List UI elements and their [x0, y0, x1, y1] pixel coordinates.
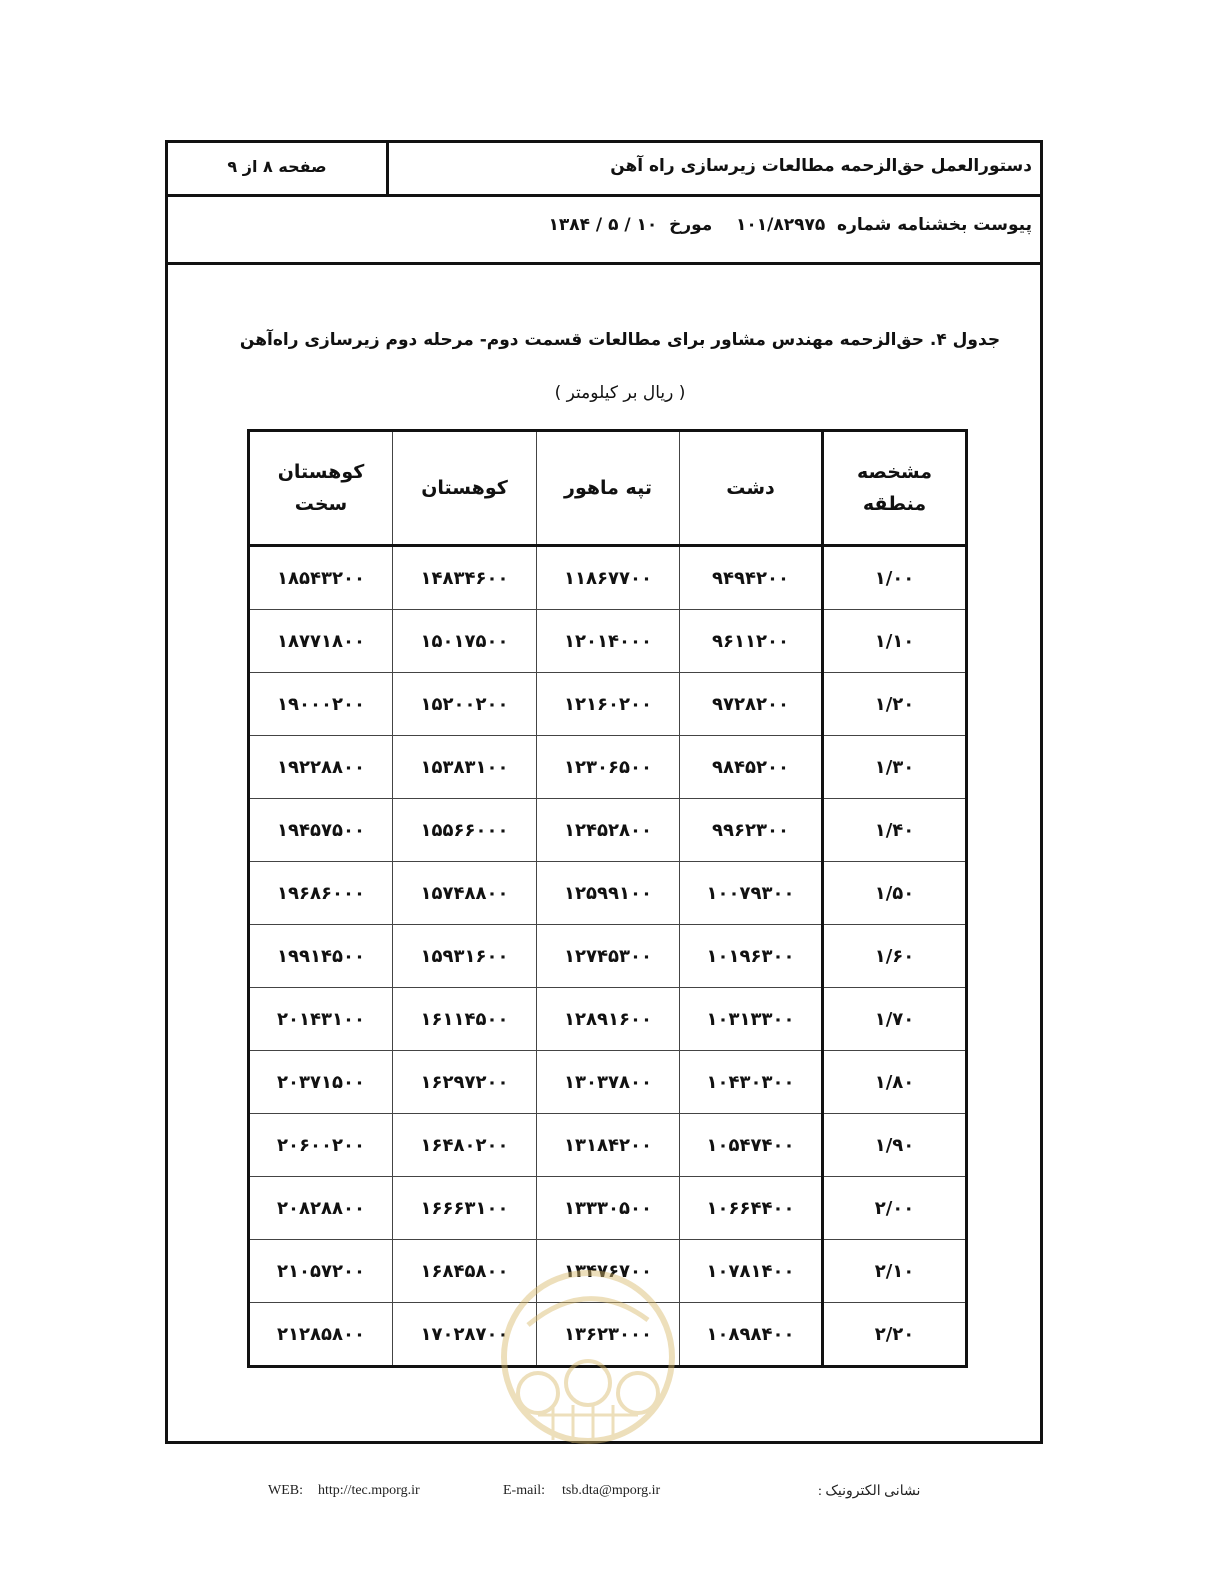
fee-cell: ۱۹۴۵۷۵۰۰ — [249, 799, 393, 862]
table-header-row — [249, 431, 967, 546]
fee-cell: ۱۳۱۸۴۲۰۰ — [537, 1114, 680, 1177]
fee-cell: ۲۰۱۴۳۱۰۰ — [249, 988, 393, 1051]
table-row — [249, 1051, 967, 1114]
fee-cell: ۱۳۴۷۶۷۰۰ — [537, 1240, 680, 1303]
fee-cell: ۱۳۶۲۳۰۰۰ — [537, 1303, 680, 1367]
fee-cell: ۱۴۸۳۴۶۰۰ — [393, 546, 537, 610]
fee-cell: ۱۶۴۸۰۲۰۰ — [393, 1114, 537, 1177]
header-row — [168, 143, 1040, 197]
fee-cell: ۱۹۶۸۶۰۰۰ — [249, 862, 393, 925]
region-coefficient-cell: ۱/۴۰ — [823, 799, 967, 862]
region-coefficient-cell: ۱/۱۰ — [823, 610, 967, 673]
fee-cell: ۱۲۷۴۵۳۰۰ — [537, 925, 680, 988]
fee-cell: ۱۰۱۹۶۳۰۰ — [680, 925, 823, 988]
fee-cell: ۱۲۴۵۲۸۰۰ — [537, 799, 680, 862]
region-coefficient-cell: ۱/۷۰ — [823, 988, 967, 1051]
footer-web-url[interactable]: http://tec.mporg.ir — [318, 1483, 420, 1498]
table-row — [249, 673, 967, 736]
header-divider — [386, 143, 389, 194]
fee-cell: ۱۲۳۰۶۵۰۰ — [537, 736, 680, 799]
fee-cell: ۲۱۲۸۵۸۰۰ — [249, 1303, 393, 1367]
fee-cell: ۱۰۳۱۳۳۰۰ — [680, 988, 823, 1051]
region-coefficient-cell: ۱/۶۰ — [823, 925, 967, 988]
fee-cell: ۱۲۱۶۰۲۰۰ — [537, 673, 680, 736]
fee-cell: ۱۳۳۳۰۵۰۰ — [537, 1177, 680, 1240]
footer-email-label: E-mail: — [503, 1483, 545, 1498]
header-mountainous: کوهستان — [393, 431, 537, 546]
region-coefficient-cell: ۱/۳۰ — [823, 736, 967, 799]
fee-cell: ۱۹۲۲۸۸۰۰ — [249, 736, 393, 799]
fee-cell: ۱۲۵۹۹۱۰۰ — [537, 862, 680, 925]
fee-cell: ۹۸۴۵۲۰۰ — [680, 736, 823, 799]
region-coefficient-cell: ۱/۸۰ — [823, 1051, 967, 1114]
table-row — [249, 862, 967, 925]
fee-cell: ۱۲۸۹۱۶۰۰ — [537, 988, 680, 1051]
table-row — [249, 546, 967, 610]
fee-cell: ۱۶۱۱۴۵۰۰ — [393, 988, 537, 1051]
table-row — [249, 1240, 967, 1303]
fee-cell: ۹۹۶۲۳۰۰ — [680, 799, 823, 862]
table-row — [249, 988, 967, 1051]
fee-cell: ۹۶۱۱۲۰۰ — [680, 610, 823, 673]
table-row — [249, 736, 967, 799]
header-region-coefficient: مشخصه منطقه — [823, 431, 967, 546]
table-title: جدول ۴. حق‌الزحمه مهندس مشاور برای مطالعات قسمت دوم- مرحله دوم زیرسازی راه‌آهن — [239, 330, 1001, 350]
fee-cell: ۱۹۹۱۴۵۰۰ — [249, 925, 393, 988]
table-row — [249, 1303, 967, 1367]
header-hilly: تپه ماهور — [537, 431, 680, 546]
fee-cell: ۱۵۵۶۶۰۰۰ — [393, 799, 537, 862]
fee-cell: ۱۰۸۹۸۴۰۰ — [680, 1303, 823, 1367]
table-row — [249, 1114, 967, 1177]
region-coefficient-cell: ۱/۵۰ — [823, 862, 967, 925]
header-hard-mountainous: کوهستان سخت — [249, 431, 393, 546]
fee-cell: ۱۹۰۰۰۲۰۰ — [249, 673, 393, 736]
region-coefficient-cell: ۱/۲۰ — [823, 673, 967, 736]
fee-cell: ۱۳۰۳۷۸۰۰ — [537, 1051, 680, 1114]
page-number: صفحه ۸ از ۹ — [227, 157, 327, 176]
table-row — [249, 610, 967, 673]
fee-cell: ۱۰۷۸۱۴۰۰ — [680, 1240, 823, 1303]
fee-cell: ۱۵۰۱۷۵۰۰ — [393, 610, 537, 673]
document-title: دستورالعمل حق‌الزحمه مطالعات زیرسازی راه آهن — [610, 156, 1032, 176]
fee-cell: ۱۰۶۶۴۴۰۰ — [680, 1177, 823, 1240]
footer-address-label: نشانی الکترونیک : — [818, 1484, 921, 1499]
fee-cell: ۱۵۷۴۸۸۰۰ — [393, 862, 537, 925]
header-plain: دشت — [680, 431, 823, 546]
fee-cell: ۱۶۸۴۵۸۰۰ — [393, 1240, 537, 1303]
fee-cell: ۲۰۳۷۱۵۰۰ — [249, 1051, 393, 1114]
table-row — [249, 925, 967, 988]
fee-cell: ۹۴۹۴۲۰۰ — [680, 546, 823, 610]
table-row — [249, 1177, 967, 1240]
region-coefficient-cell: ۱/۹۰ — [823, 1114, 967, 1177]
fee-cell: ۱۵۲۰۰۲۰۰ — [393, 673, 537, 736]
fee-cell: ۱۰۴۳۰۳۰۰ — [680, 1051, 823, 1114]
fee-table — [247, 429, 968, 1368]
fee-cell: ۱۵۳۸۳۱۰۰ — [393, 736, 537, 799]
fee-cell: ۱۶۲۹۷۲۰۰ — [393, 1051, 537, 1114]
fee-cell: ۱۵۹۳۱۶۰۰ — [393, 925, 537, 988]
attachment-reference: پیوست بخشنامه شماره ۱۰۱/۸۲۹۷۵ مورخ ۱۰ / ۵ / ۱۳۸۴ — [548, 215, 1032, 235]
attachment-row — [168, 197, 1040, 265]
fee-cell: ۲۰۶۰۰۲۰۰ — [249, 1114, 393, 1177]
fee-cell: ۹۷۲۸۲۰۰ — [680, 673, 823, 736]
footer-email-address[interactable]: tsb.dta@mporg.ir — [562, 1483, 661, 1498]
fee-cell: ۱۰۵۴۷۴۰۰ — [680, 1114, 823, 1177]
fee-cell: ۱۱۸۶۷۷۰۰ — [537, 546, 680, 610]
table-unit: ( ریال بر کیلومتر ) — [554, 383, 686, 403]
table-row — [249, 799, 967, 862]
region-coefficient-cell: ۱/۰۰ — [823, 546, 967, 610]
fee-cell: ۱۸۷۷۱۸۰۰ — [249, 610, 393, 673]
fee-cell: ۱۸۵۴۳۲۰۰ — [249, 546, 393, 610]
region-coefficient-cell: ۲/۱۰ — [823, 1240, 967, 1303]
fee-cell: ۱۷۰۲۸۷۰۰ — [393, 1303, 537, 1367]
fee-cell: ۱۰۰۷۹۳۰۰ — [680, 862, 823, 925]
fee-cell: ۲۰۸۲۸۸۰۰ — [249, 1177, 393, 1240]
region-coefficient-cell: ۲/۰۰ — [823, 1177, 967, 1240]
fee-cell: ۲۱۰۵۷۲۰۰ — [249, 1240, 393, 1303]
region-coefficient-cell: ۲/۲۰ — [823, 1303, 967, 1367]
footer-web-label: WEB: — [268, 1483, 303, 1498]
fee-cell: ۱۶۶۶۳۱۰۰ — [393, 1177, 537, 1240]
fee-cell: ۱۲۰۱۴۰۰۰ — [537, 610, 680, 673]
